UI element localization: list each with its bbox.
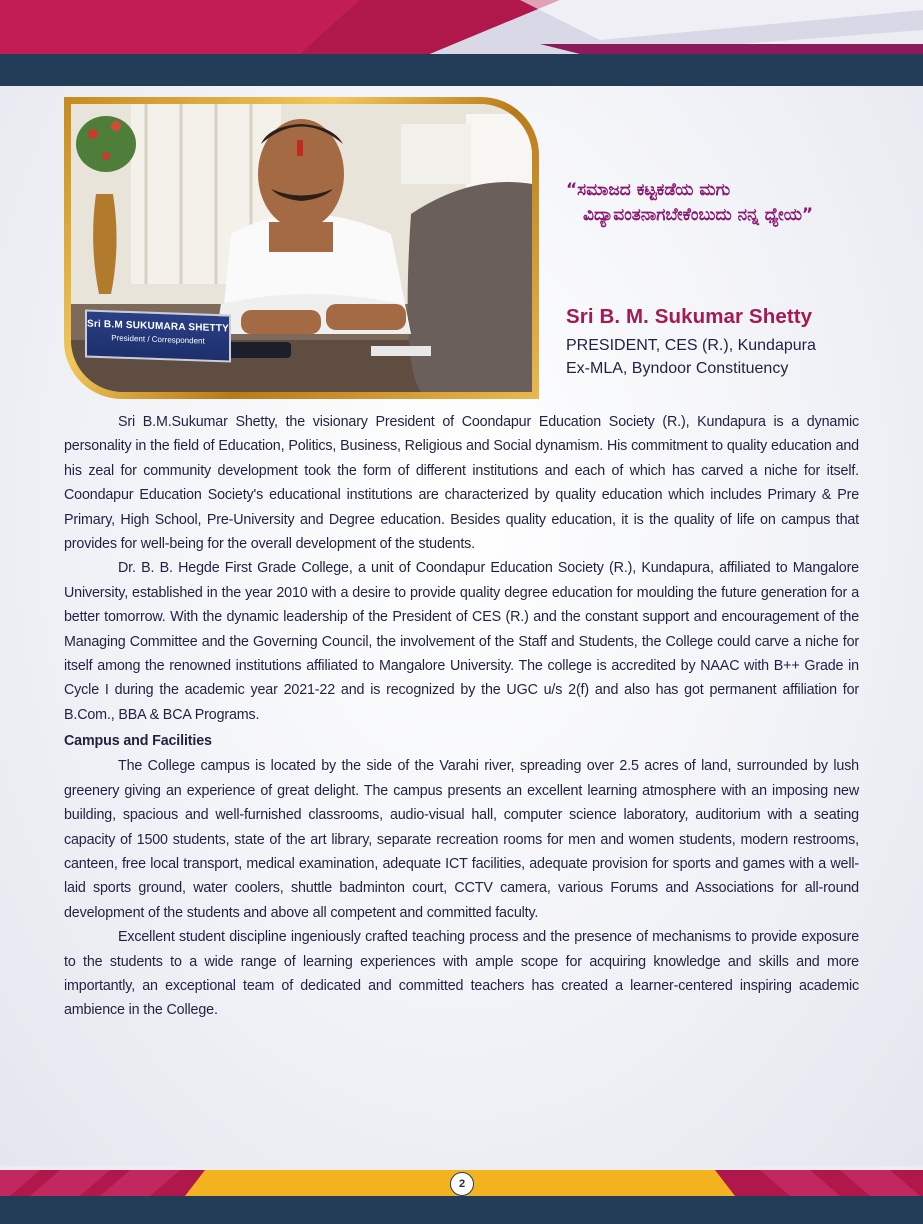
portrait-photo — [71, 104, 532, 392]
nameplate-role: President / Correspondent — [111, 333, 205, 346]
paragraph-1: Sri B.M.Sukumar Shetty, the visionary President of Coondapur Education Society (R.), Kundapura is a dynamic personality in the field of Education, Politics, Business, Religious and Social dynamism. His commitment to quality education and his zeal for community development took the form of different institutions and each of which has carved a niche for itself. Coondapur Education Society's educational institutions are characterized by quality education which includes Primary & Pre Primary, High School, Pre-University and Degree education. Besides quality education, it is the quality of life on campus that provides for well-being for the overall development of the students. — [64, 414, 859, 553]
paragraph-3: The College campus is located by the side of the Varahi river, spreading over 2.5 acres of land, surrounded by lush greenery giving an experience of great delight. The campus presents an excellent learning atmosphere with an imposing new building, spacious and well-furnished classrooms, audio-visual hall, computer science laboratory, auditorium with a seating capacity of 1500 students, state of the art library, separate recreation rooms for men and women students, modern restrooms, canteen, free local transport, medical examination, adequate ICT facilities, adequate provision for sports and games with a well-laid sports ground, water coolers, shuttle badminton court, CCTV camera, various Forums and Associations for all-round development of the students and above all competent and committed faculty. — [64, 758, 859, 921]
person-designation — [566, 334, 816, 380]
person-name: Sri B. M. Sukumar Shetty — [566, 305, 813, 328]
person-role-1: PRESIDENT, CES (R.), Kundapura — [566, 337, 816, 354]
portrait-frame — [64, 97, 539, 399]
quote-line-2: ವಿದ್ಯಾವಂತನಾಗಬೇಕೆಂಬುದು ನನ್ನ ಧ್ಯೇಯ” — [583, 205, 814, 225]
header-banner — [0, 0, 923, 86]
person-role-2: Ex-MLA, Byndoor Constituency — [566, 360, 789, 377]
section-heading: Campus and Facilities — [64, 733, 212, 750]
quote-line-1: “ಸಮಾಜದ ಕಟ್ಟಕಡೆಯ ಮಗು — [566, 180, 731, 200]
nameplate-name: Sri B.M SUKUMARA SHETTY — [87, 318, 230, 335]
nameplate — [85, 309, 231, 362]
page-number: 2 — [450, 1172, 474, 1196]
kannada-quote — [566, 178, 906, 228]
body-text — [64, 410, 859, 1023]
paragraph-4: Excellent student discipline ingeniously crafted teaching process and the presence of mechanisms to provide exposure to the students to a wide range of learning experiences with ample scope for acquiring knowledge and skills and more importantly, an exceptional team of dedicated and committed teachers has created a learner-centered inspiring academic ambience in the College. — [64, 929, 859, 1019]
paragraph-2: Dr. B. B. Hegde First Grade College, a unit of Coondapur Education Society (R.), Kundapura, affiliated to Mangalore University, established in the year 2010 with a desire to provide quality degree education for moulding the future generation for a better tomorrow. With the dynamic leadership of the President of CES (R.) and the constant support and encouragement of the Managing Committee and the Governing Council, the involvement of the Staff and Students, the College could carve a niche for itself among the renowned institutions affiliated to Mangalore University. The college is accredited by NAAC with B++ Grade in Cycle I during the academic year 2021-22 and is recognized by the UGC u/s 2(f) and also has got permanent affiliation for B.Com., BBA & BCA Programs. — [64, 560, 859, 723]
